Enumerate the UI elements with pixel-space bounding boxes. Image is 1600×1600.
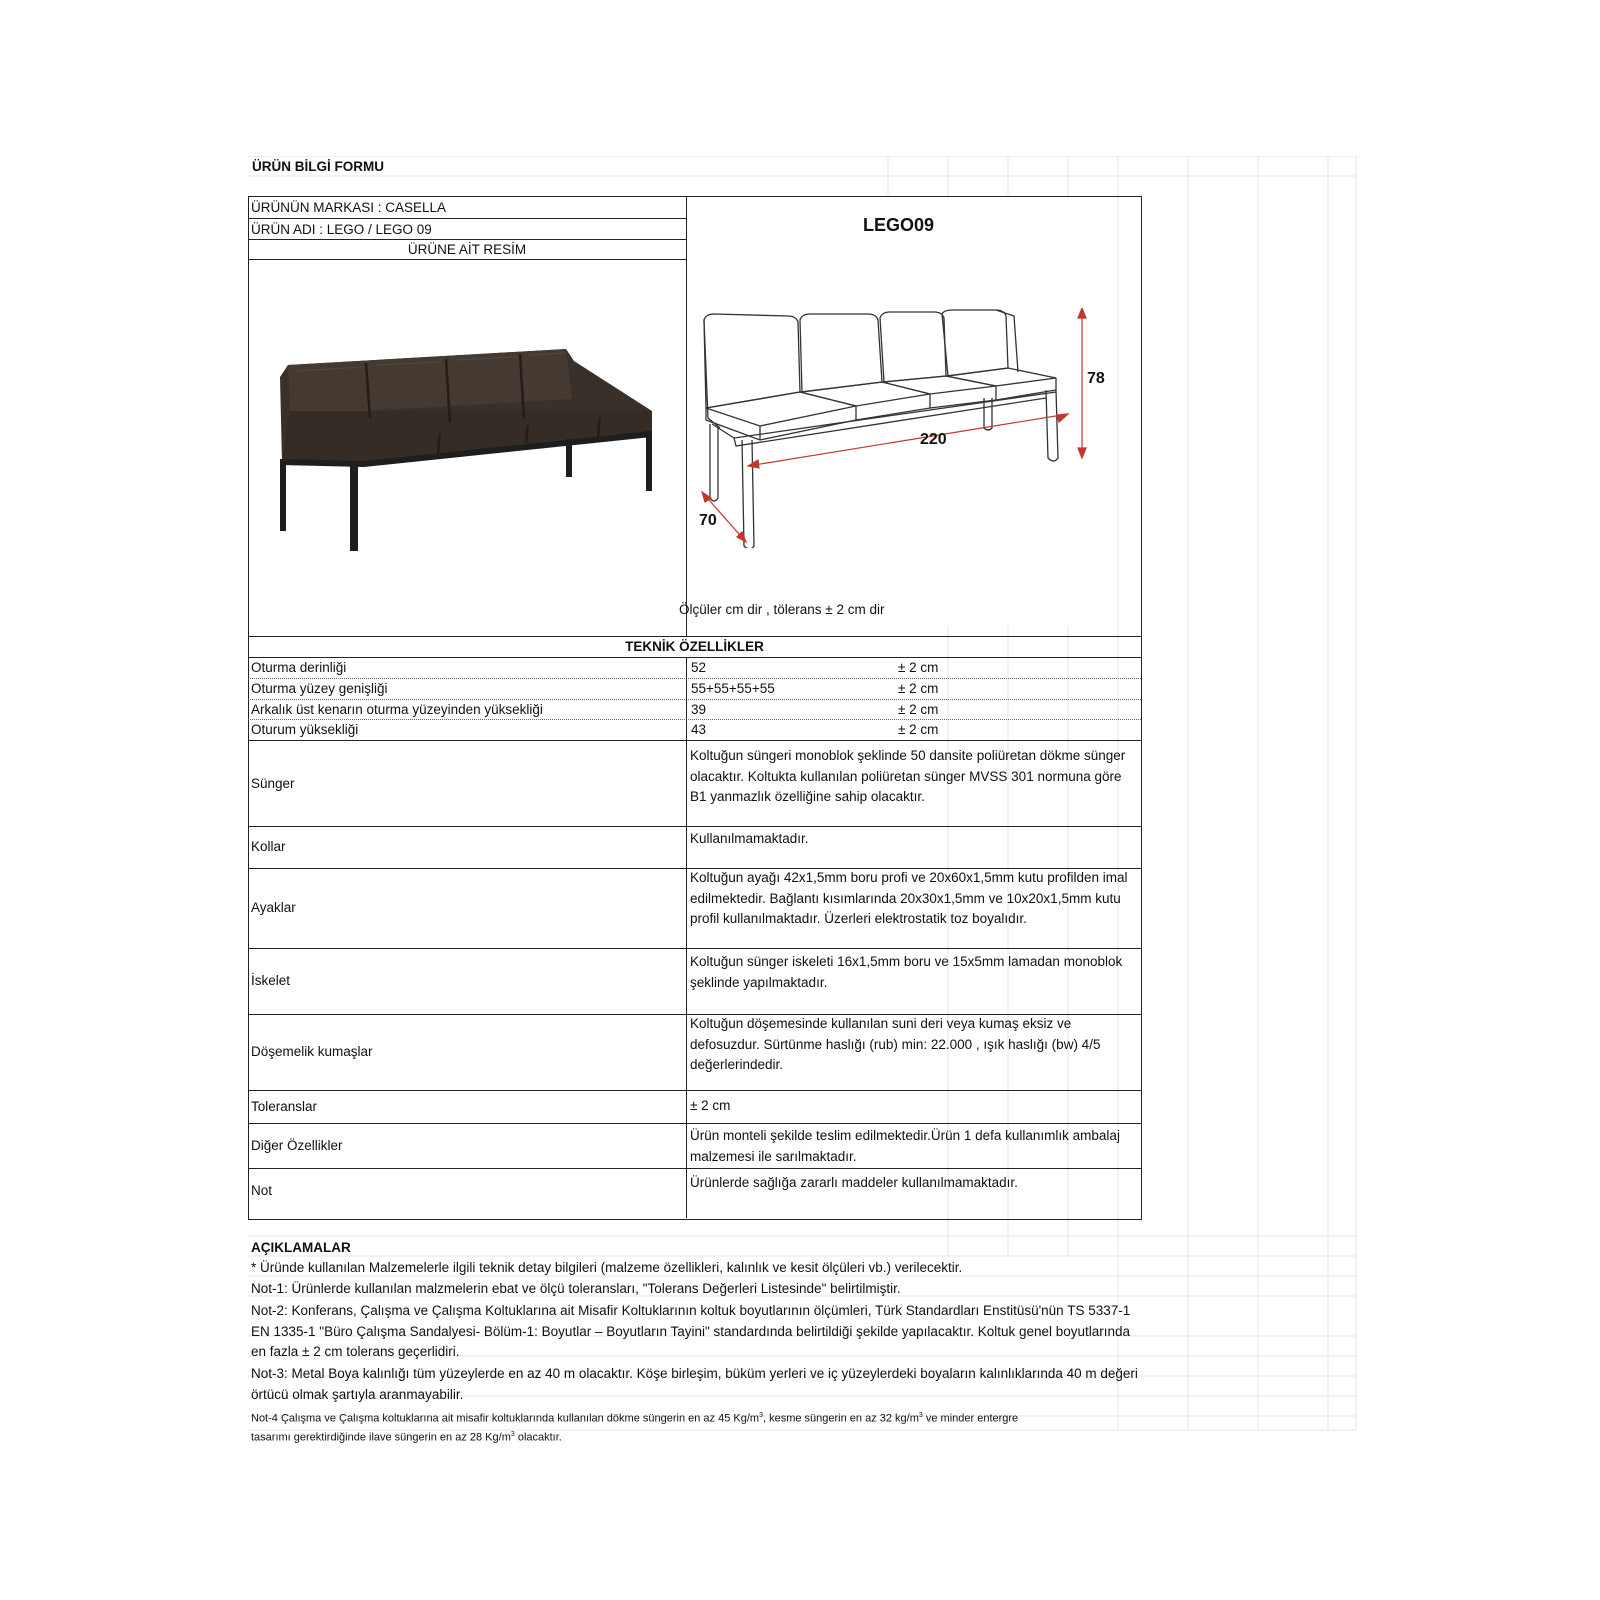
note-line: Not-1: Ürünlerde kullanılan malzmelerin ebat ve ölçü toleransları, "Tolerans Değerleri Listesinde" belirtilmiştir. bbox=[251, 1281, 901, 1296]
dim-tolerance: ± 2 cm bbox=[898, 722, 939, 737]
note-line: * Üründe kullanılan Malzemelerle ilgili teknik detay bilgileri (malzeme özellikleri, kalınlık ve kesit ölçüleri vb.) verilecektir. bbox=[251, 1260, 963, 1275]
spec-text: Koltuğun süngeri monoblok şeklinde 50 dansite poliüretan dökme sünger olacaktır. Koltukta kullanılan poliüretan sünger MVSS 301 normuna göre B1 yanmazlık özelliğine sahip olacaktır. bbox=[690, 748, 1126, 804]
spec-text: Kullanılmamaktadır. bbox=[690, 831, 809, 846]
dim-value: 43 bbox=[691, 722, 707, 737]
spec-text: ± 2 cm bbox=[690, 1098, 731, 1113]
dim-depth-label: 70 bbox=[699, 512, 717, 529]
tech-specs-header: TEKNİK ÖZELLİKLER bbox=[625, 639, 764, 654]
spec-text: Koltuğun döşemesinde kullanılan suni deri veya kumaş eksiz ve defosuzdur. Sürtünme haslığı (rub) min: 22.000 , ışık haslığı (bw) 4/5 değerlerindedir. bbox=[690, 1016, 1101, 1072]
dim-label: Arkalık üst kenarın oturma yüzeyinden yüksekliği bbox=[251, 702, 543, 717]
spec-label: Kollar bbox=[251, 839, 286, 854]
form-title: ÜRÜN BİLGİ FORMU bbox=[252, 159, 384, 174]
spec-label: Diğer Özellikler bbox=[251, 1138, 343, 1153]
spec-text: Koltuğun ayağı 42x1,5mm boru profi ve 20x60x1,5mm kutu profilden imal edilmektedir. Bağlantı kısımlarında 20x30x1,5mm ve 10x20x1,5mm kutu profil kullanılmaktadır. Üzerleri elektrostatik toz boyalıdır. bbox=[690, 870, 1128, 926]
dim-value: 39 bbox=[691, 702, 707, 717]
spec-label: Toleranslar bbox=[251, 1099, 318, 1114]
product-photo bbox=[268, 341, 668, 561]
dim-height-label: 78 bbox=[1087, 370, 1105, 387]
spec-label: Ayaklar bbox=[251, 900, 296, 915]
spec-label: Döşemelik kumaşlar bbox=[251, 1044, 373, 1059]
name-row: ÜRÜN ADI : LEGO / LEGO 09 bbox=[251, 222, 432, 237]
spec-text: Ürün monteli şekilde teslim edilmektedir.Ürün 1 defa kullanımlık ambalaj malzemesi ile sarılmaktadır. bbox=[690, 1128, 1120, 1164]
note-4-cont: tasarımı gerektirdiğinde ilave süngerin en az 28 $Kg/m^3$ olacaktır. bbox=[251, 1431, 562, 1444]
note-4: Not-4 Çalışma ve Çalışma koltuklarına ait misafir koltuklarında kullanılan dökme süngerin en az 45 $Kg/m^3$, kesme süngerin en az 32 $kg/m^3$ ve minder entergre bbox=[251, 1412, 1019, 1425]
dim-tolerance: ± 2 cm bbox=[898, 681, 939, 696]
dim-tolerance: ± 2 cm bbox=[898, 660, 939, 675]
spec-label: İskelet bbox=[251, 973, 291, 988]
note-line: Not-3: Metal Boya kalınlığı tüm yüzeylerde en az 40 m olacaktır. Köşe birleşim, büküm yerleri ve iç yüzeylerdeki boyaların kalınlıklarında 40 m değeri örtücü olmak şartıyla aranmayabilir. bbox=[251, 1366, 1138, 1402]
dim-width-label: 220 bbox=[920, 431, 947, 448]
product-info-sheet bbox=[248, 156, 1358, 1456]
notes-header: AÇIKLAMALAR bbox=[251, 1240, 351, 1255]
brand-row: ÜRÜNÜN MARKASI : CASELLA bbox=[251, 200, 447, 215]
spec-label: Sünger bbox=[251, 776, 295, 791]
spec-text: Ürünlerde sağlığa zararlı maddeler kullanılmamaktadır. bbox=[690, 1175, 1018, 1190]
technical-drawing bbox=[696, 308, 1136, 548]
spec-text: Koltuğun sünger iskeleti 16x1,5mm boru ve 15x5mm lamadan monoblok şeklinde yapılmaktadır. bbox=[690, 954, 1123, 990]
drawing-tolerance-note: Ölçüler cm dir , tölerans ± 2 cm dir bbox=[679, 602, 885, 617]
drawing-title: LEGO09 bbox=[863, 215, 935, 235]
dim-value: 52 bbox=[691, 660, 707, 675]
dim-tolerance: ± 2 cm bbox=[898, 702, 939, 717]
dim-label: Oturum yüksekliği bbox=[251, 722, 359, 737]
spec-label: Not bbox=[251, 1183, 273, 1198]
dim-value: 55+55+55+55 bbox=[691, 681, 775, 696]
picture-header: ÜRÜNE AİT RESİM bbox=[407, 242, 527, 257]
dim-label: Oturma yüzey genişliği bbox=[251, 681, 388, 696]
dim-label: Oturma derinliği bbox=[251, 660, 347, 675]
note-line: Not-2: Konferans, Çalışma ve Çalışma Koltuklarına ait Misafir Koltuklarının koltuk boyutlarının ölçümleri, Türk Standardları Enstitüsü'nün TS 5337-1 EN 1335-1 "Büro Çalışma Sandalyesi- Bölüm-1: Boyutlar – Boyutların Tayini" standardında belirtildiği şekilde yapılacaktır. Koltuk genel boyutlarında en fazla ± 2 cm tolerans geçerlidiri. bbox=[251, 1303, 1131, 1359]
